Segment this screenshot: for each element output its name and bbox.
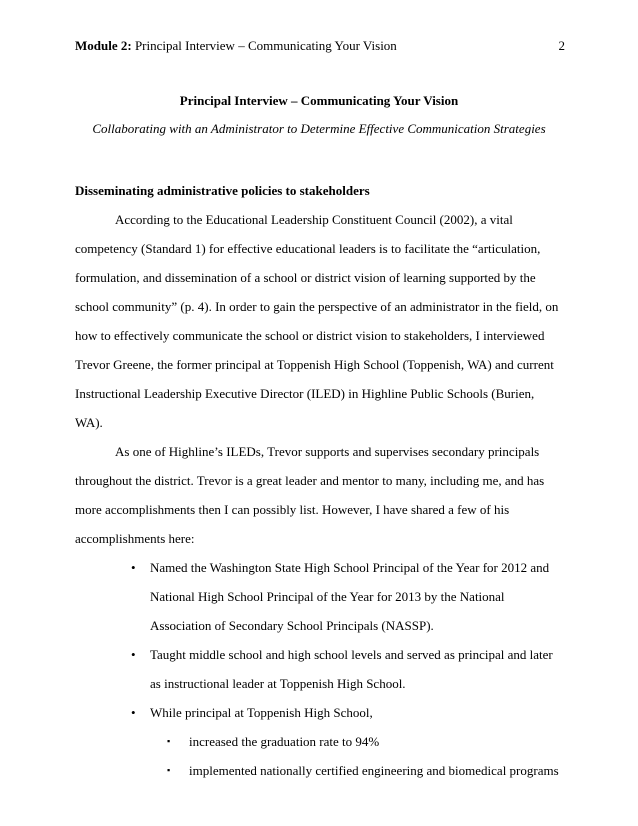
- sub-list-item-2: [75, 756, 563, 785]
- sub-list-item-text: implemented nationally certified engineering and biomedical programs: [189, 763, 559, 778]
- bullet-marker: •: [131, 705, 136, 720]
- square-bullet-marker: ▪: [167, 765, 171, 775]
- document-title: Principal Interview – Communicating Your Vision: [179, 93, 459, 108]
- header-label: Module 2:: [75, 38, 132, 53]
- sub-list-item-1: [75, 727, 563, 756]
- document-subtitle: Collaborating with an Administrator to Determine Effective Communication Strategies: [92, 121, 546, 136]
- document-body: [75, 176, 563, 785]
- list-item-text: Named the Washington State High School Principal of the Year for 2012 and National High School Principal of the Year for 2013 by the National Association of Secondary School Principals (NASSP).: [150, 560, 550, 633]
- list-item-1: [75, 553, 563, 640]
- list-item-text: While principal at Toppenish High School,: [150, 705, 373, 720]
- square-bullet-marker: ▪: [167, 736, 171, 746]
- sub-list-item-text: increased the graduation rate to 94%: [189, 734, 380, 749]
- header-title: [75, 38, 397, 54]
- paragraph-1: According to the Educational Leadership Constituent Council (2002), a vital competency (Standard 1) for effective educational leaders is to facilitate the “articulation, formulation, and dissemination of a school or district vision of learning supported by the school community” (p. 4). In order to gain the perspective of an administrator in the field, on how to effectively communicate the school or district vision to stakeholders, I interviewed Trevor Greene, the former principal at Toppenish High School (Toppenish, WA) and current Instructional Leadership Executive Director (ILED) in Highline Public Schools (Burien, WA).: [75, 212, 559, 430]
- header-text: Principal Interview – Communicating Your Vision: [134, 38, 397, 53]
- list-item-text: Taught middle school and high school levels and served as principal and later as instructional leader at Toppenish High School.: [150, 647, 553, 691]
- page-number: 2: [558, 38, 565, 53]
- list-item-2: [75, 640, 563, 698]
- bullet-marker: •: [131, 647, 136, 662]
- list-item-3: [75, 698, 563, 727]
- paragraph-2: As one of Highline’s ILEDs, Trevor supports and supervises secondary principals throughout the district. Trevor is a great leader and mentor to many, including me, and has more accomplishments then I can possibly list. However, I have shared a few of his accomplishments here:: [75, 444, 545, 546]
- section-heading: Disseminating administrative policies to stakeholders: [75, 183, 370, 198]
- bullet-marker: •: [131, 560, 136, 575]
- running-header: [75, 38, 565, 54]
